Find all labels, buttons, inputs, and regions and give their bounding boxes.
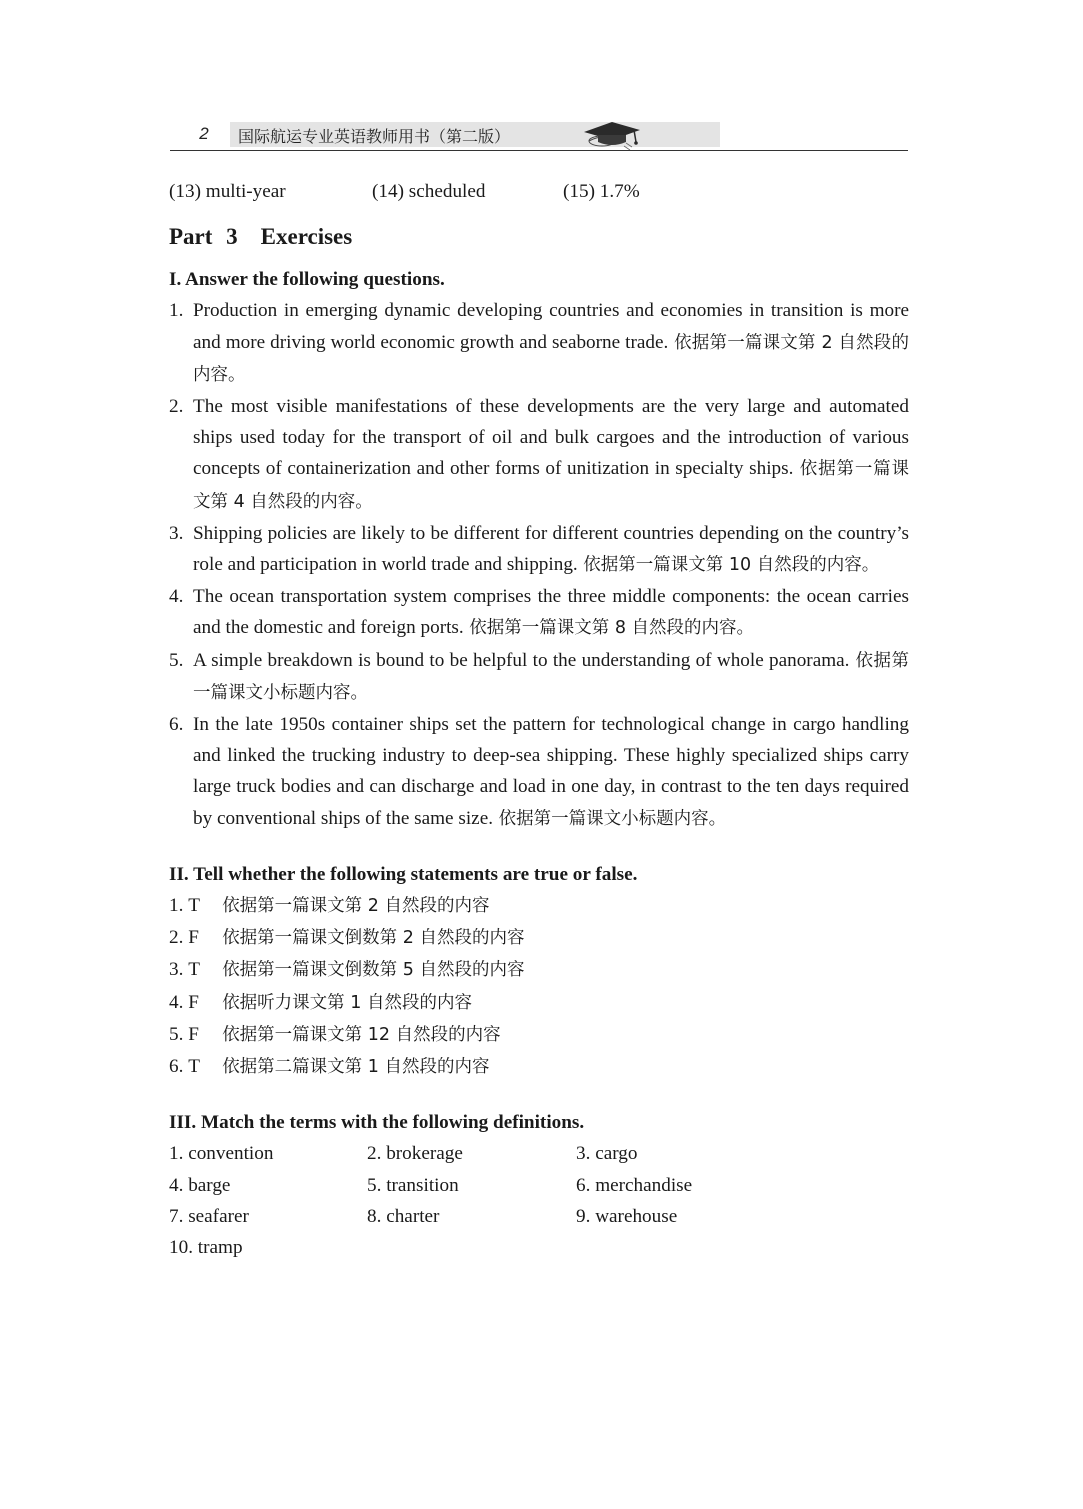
match-term: 6. merchandise xyxy=(576,1174,693,1196)
match-term: 10. tramp xyxy=(169,1237,243,1259)
true-false-item: 5. F 依据第一篇课文第 12 自然段的内容 xyxy=(169,1019,909,1051)
true-false-item: 3. T 依据第一篇课文倒数第 5 自然段的内容 xyxy=(169,954,909,986)
question-reference: 依据第一篇课文第 10 自然段的内容。 xyxy=(583,555,880,576)
question-reference: 依据第一篇课文第 8 自然段的内容。 xyxy=(469,618,755,639)
tf-answer: F xyxy=(188,1023,199,1045)
true-false-item: 1. T 依据第一篇课文第 2 自然段的内容 xyxy=(169,890,909,922)
section-3-heading: III. Match the terms with the following definitions. xyxy=(169,1112,585,1134)
match-row xyxy=(169,1232,909,1263)
page-content xyxy=(169,176,909,1263)
tf-reference: 依据第一篇课文第 12 自然段的内容 xyxy=(222,1024,501,1045)
question-text: The ocean transportation system comprises the three middle components: the ocean carries and the domestic and foreign ports. xyxy=(193,586,909,639)
true-false-item: 2. F 依据第一篇课文倒数第 2 自然段的内容 xyxy=(169,922,909,954)
match-term: 1. convention xyxy=(169,1143,274,1165)
part-heading: Part 3 Exercises xyxy=(169,224,353,250)
tf-answer: F xyxy=(188,927,199,949)
question-item: 5. A simple breakdown is bound to be helpful to the understanding of whole panorama. 依据第一篇课文小标题内容。 xyxy=(169,649,910,703)
graduation-cap-scroll-icon xyxy=(572,112,652,154)
match-row xyxy=(169,1170,909,1201)
tf-reference: 依据第一篇课文倒数第 2 自然段的内容 xyxy=(222,928,525,949)
tf-answer: T xyxy=(188,959,200,981)
match-row xyxy=(169,1201,909,1232)
tf-answer: T xyxy=(188,895,200,917)
match-row xyxy=(169,1138,909,1169)
tf-answer: F xyxy=(188,991,199,1013)
answer-13: (13) multi-year xyxy=(169,181,286,202)
question-reference: 依据第一篇课文小标题内容。 xyxy=(193,650,910,703)
match-term: 5. transition xyxy=(367,1174,459,1196)
tf-answer: T xyxy=(188,1056,200,1078)
section-1-list xyxy=(169,295,909,834)
section-3-grid xyxy=(169,1138,909,1263)
answer-row xyxy=(169,176,909,207)
match-term: 4. barge xyxy=(169,1174,231,1196)
page-number: 2 xyxy=(199,124,209,143)
tf-reference: 依据第一篇课文第 2 自然段的内容 xyxy=(222,896,490,917)
section-2-list xyxy=(169,890,909,1083)
answer-14: (14) scheduled xyxy=(372,181,486,202)
question-reference: 依据第一篇课文第 4 自然段的内容。 xyxy=(193,459,909,512)
section-2-heading: II. Tell whether the following statements are true or false. xyxy=(169,863,638,885)
tf-reference: 依据听力课文第 1 自然段的内容 xyxy=(222,992,472,1013)
match-term: 8. charter xyxy=(367,1205,440,1227)
header-rule xyxy=(170,150,908,151)
book-title: 国际航运专业英语教师用书（第二版） xyxy=(238,127,511,146)
tf-reference: 依据第二篇课文第 1 自然段的内容 xyxy=(222,1057,490,1078)
question-text: Shipping policies are likely to be different for different countries depending on the country’s role and participation in world trade and shipping. xyxy=(193,522,909,576)
match-term: 7. seafarer xyxy=(169,1205,249,1227)
question-item: 2. The most visible manifestations of these developments are the very large and automated ships used today for the transport of oil and bulk cargoes and the introduction of various concepts of containerization and other forms of unitization in specialty ships. 依据第一篇课文第 4 自然段的内容。 xyxy=(169,396,909,512)
question-item: 6. In the late 1950s container ships set the pattern for technological change in cargo handling and linked the trucking industry to deep-sea shipping. These highly specialized ships carry large truck bodies and can discharge and load in one day, in contrast to the ten days required by conventional ships of the same size. 依据第一篇课文小标题内容。 xyxy=(169,714,909,829)
question-reference: 依据第一篇课文小标题内容。 xyxy=(498,808,727,829)
true-false-item: 4. F 依据听力课文第 1 自然段的内容 xyxy=(169,987,909,1019)
match-term: 3. cargo xyxy=(576,1143,638,1165)
match-term: 2. brokerage xyxy=(367,1143,463,1165)
question-text: A simple breakdown is bound to be helpful to the understanding of whole panorama. xyxy=(193,649,850,671)
running-header xyxy=(170,118,908,152)
tf-reference: 依据第一篇课文倒数第 5 自然段的内容 xyxy=(222,960,525,981)
question-item: 3. Shipping policies are likely to be different for different countries depending on the country’s role and participation in world trade and shipping. 依据第一篇课文第 10 自然段的内容。 xyxy=(169,522,909,576)
section-1-heading: I. Answer the following questions. xyxy=(169,269,445,291)
question-text: In the late 1950s container ships set the pattern for technological change in cargo handling and linked the trucking industry to deep-sea shipping. These highly specialized ships carry large truck bodies and can discharge and load in one day, in contrast to the ten days required by conventional ships of the same size. xyxy=(193,714,909,829)
true-false-item: 6. T 依据第二篇课文第 1 自然段的内容 xyxy=(169,1051,909,1083)
question-text: The most visible manifestations of these developments are the very large and automated ships used today for the transport of oil and bulk cargoes and the introduction of various concepts of containerization and other forms of unitization in specialty ships. xyxy=(193,396,909,480)
answer-15: (15) 1.7% xyxy=(563,181,640,202)
question-reference: 依据第一篇课文第 2 自然段的内容。 xyxy=(193,332,909,385)
question-item: 1. Production in emerging dynamic developing countries and economies in transition is more and more driving world economic growth and seaborne trade. 依据第一篇课文第 2 自然段的内容。 xyxy=(169,300,909,385)
question-text: Production in emerging dynamic developing countries and economies in transition is more and more driving world economic growth and seaborne trade. xyxy=(193,300,909,353)
question-item: 4. The ocean transportation system comprises the three middle components: the ocean carries and the domestic and foreign ports. 依据第一篇课文第 8 自然段的内容。 xyxy=(169,586,909,639)
match-term: 9. warehouse xyxy=(576,1205,678,1227)
